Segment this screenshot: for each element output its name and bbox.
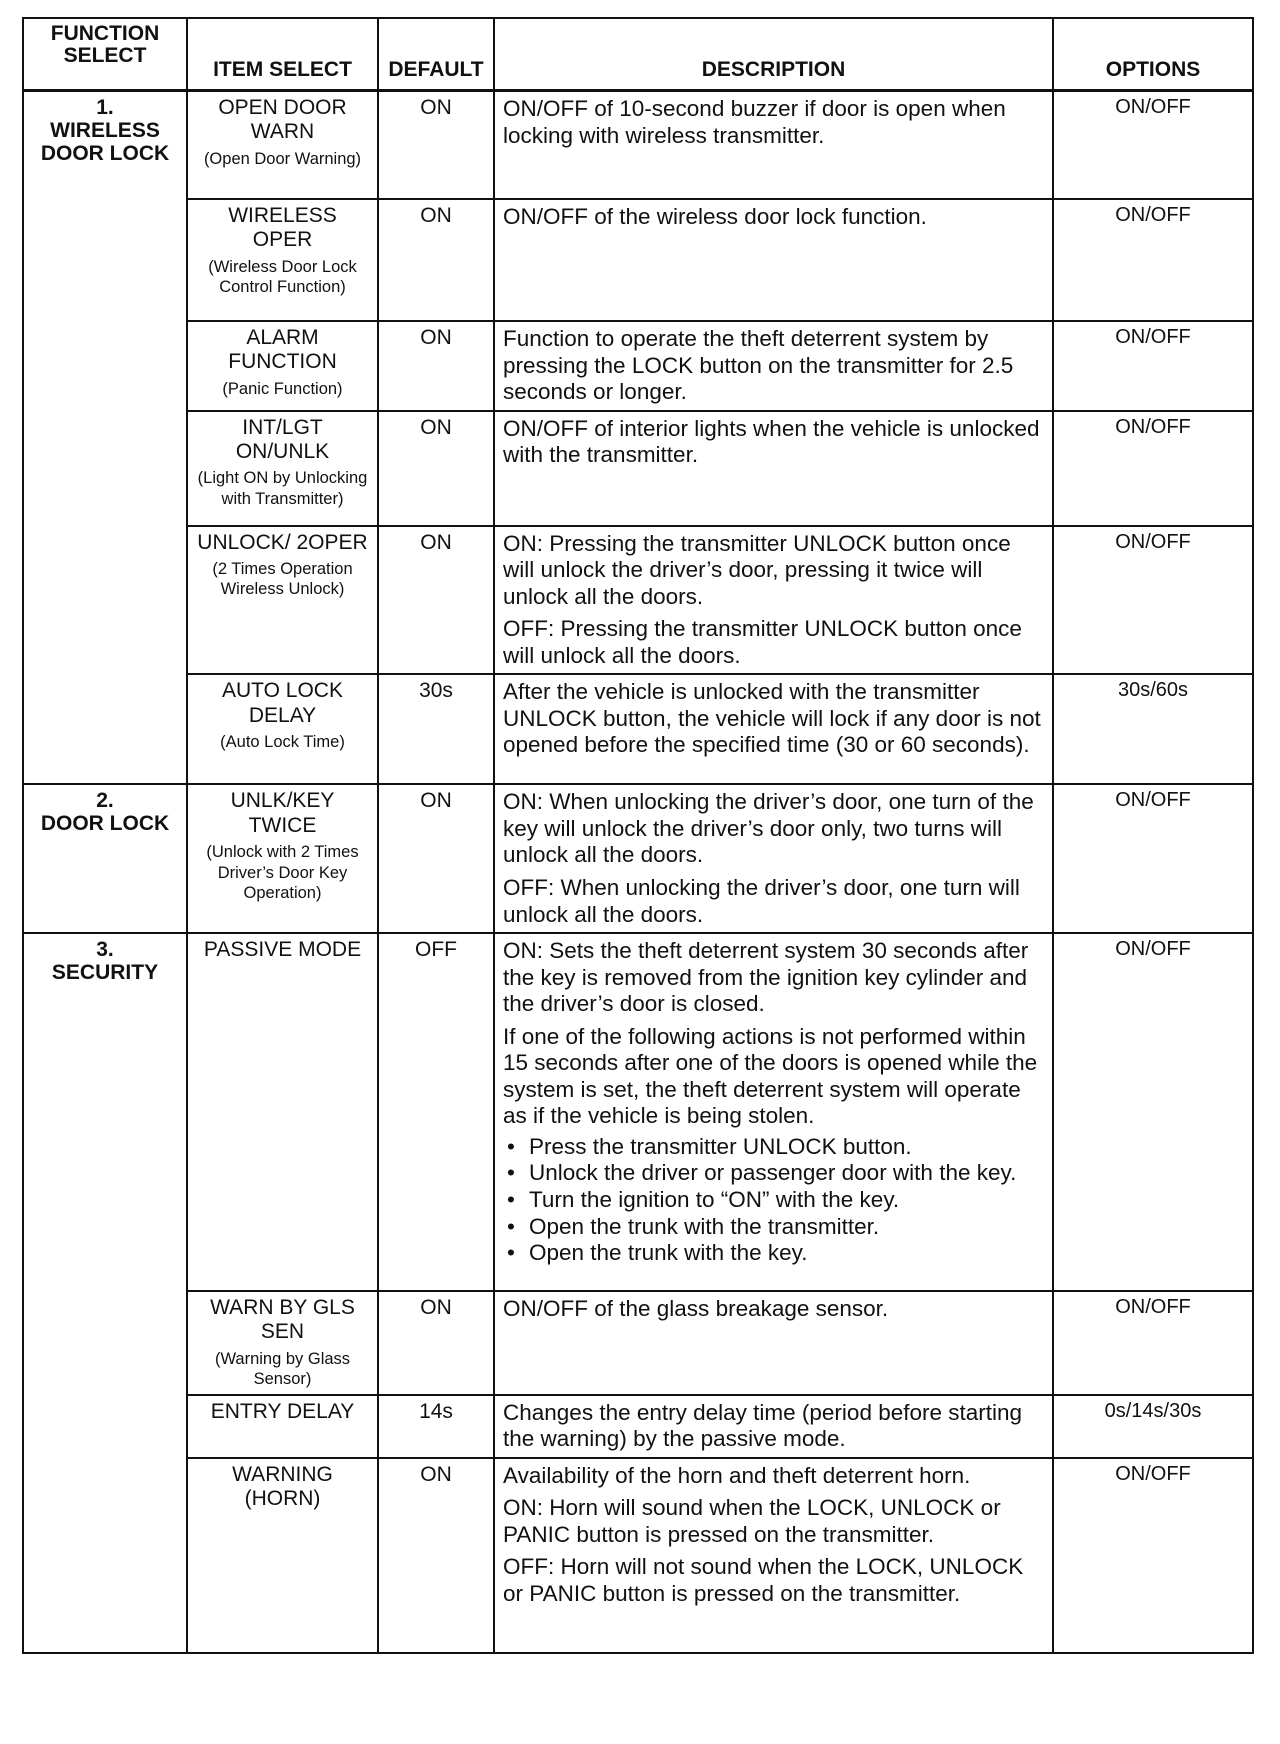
item-select-cell xyxy=(187,1395,378,1458)
description-cell xyxy=(494,411,1053,526)
header-item-select: ITEM SELECT xyxy=(187,18,378,91)
table-row xyxy=(23,1291,1253,1395)
options-value: 30s/60s xyxy=(1053,674,1253,784)
description-paragraph: Function to operate the theft deterrent system by pressing the LOCK button on the transmitter for 2.5 seconds or longer. xyxy=(503,326,1014,405)
options-value: ON/OFF xyxy=(1053,1291,1253,1395)
item-name: PASSIVE MODE xyxy=(203,938,362,962)
function-number: 2. xyxy=(96,789,114,813)
table-row xyxy=(23,784,1253,933)
description-cell xyxy=(494,321,1053,411)
item-select-cell xyxy=(187,91,378,200)
description-cell xyxy=(494,784,1053,933)
options-value: ON/OFF xyxy=(1053,411,1253,526)
item-name: ALARM FUNCTION xyxy=(228,326,337,374)
description-cell xyxy=(494,1291,1053,1395)
description-paragraph: ON: When unlocking the driver’s door, one turn of the key will unlock the driver’s door only, two turns will unlock all the doors. xyxy=(503,789,1034,868)
item-subtitle: (Panic Function) xyxy=(222,379,343,398)
list-item: • Turn the ignition to “ON” with the key. xyxy=(529,1187,1044,1214)
table-row xyxy=(23,933,1253,1291)
description-paragraph: If one of the following actions is not performed within 15 seconds after one of the doors is opened while the system is set, the theft deterrent system will operate as if the vehicle is being stolen. xyxy=(503,1023,1038,1129)
function-name: WIRELESS DOOR LOCK xyxy=(40,119,170,166)
options-value: ON/OFF xyxy=(1053,1458,1253,1653)
options-value: ON/OFF xyxy=(1053,526,1253,675)
item-subtitle: (Light ON by Unlocking with Transmitter) xyxy=(197,469,368,508)
default-value: ON xyxy=(378,784,494,933)
description-paragraph: ON/OFF of the glass breakage sensor. xyxy=(503,1296,889,1322)
header-default: DEFAULT xyxy=(378,18,494,91)
item-subtitle: (Warning by Glass Sensor) xyxy=(214,1349,351,1389)
options-value: ON/OFF xyxy=(1053,933,1253,1291)
description-paragraph: ON: Sets the theft deterrent system 30 seconds after the key is removed from the ignition key cylinder and the driver’s door is closed. xyxy=(503,938,1029,1017)
header-description: DESCRIPTION xyxy=(494,18,1053,91)
list-item: • Press the transmitter UNLOCK button. xyxy=(529,1134,1044,1161)
description-cell xyxy=(494,674,1053,784)
description-paragraph: OFF: Pressing the transmitter UNLOCK button once will unlock all the doors. xyxy=(503,616,1022,668)
item-name: WIRELESS OPER xyxy=(228,204,337,252)
table-row xyxy=(23,91,1253,200)
function-select-cell xyxy=(23,784,187,933)
description-paragraph: ON/OFF of the wireless door lock function. xyxy=(503,204,927,229)
item-select-cell xyxy=(187,784,378,933)
item-name: ENTRY DELAY xyxy=(210,1399,355,1423)
header-function-select: FUNCTION SELECT xyxy=(23,18,187,91)
default-value: ON xyxy=(378,1291,494,1395)
table-header-row xyxy=(23,18,1253,91)
item-subtitle: (Wireless Door Lock Control Function) xyxy=(208,257,357,297)
options-value: ON/OFF xyxy=(1053,199,1253,321)
function-select-cell xyxy=(23,91,187,785)
function-number: 1. xyxy=(96,96,114,119)
table-row xyxy=(23,526,1253,675)
description-paragraph: ON: Horn will sound when the LOCK, UNLOCK or PANIC button is pressed on the transmitter. xyxy=(503,1495,1001,1547)
default-value: ON xyxy=(378,411,494,526)
description-cell xyxy=(494,199,1053,321)
action-bullet-list xyxy=(503,1134,1044,1267)
function-number: 3. xyxy=(96,938,114,962)
description-paragraph: Changes the entry delay time (period before starting the warning) by the passive mode. xyxy=(503,1399,1023,1452)
table-row xyxy=(23,1458,1253,1653)
item-name: UNLOCK/ 2OPER xyxy=(197,530,368,554)
item-name: AUTO LOCK DELAY xyxy=(222,679,343,727)
function-name: SECURITY xyxy=(51,961,159,985)
item-select-cell xyxy=(187,411,378,526)
item-subtitle: (Auto Lock Time) xyxy=(220,733,345,752)
options-value: ON/OFF xyxy=(1053,784,1253,933)
item-select-cell xyxy=(187,1458,378,1653)
description-paragraph: ON/OFF of 10-second buzzer if door is open when locking with wireless transmitter. xyxy=(503,96,1006,148)
description-cell xyxy=(494,933,1053,1291)
table-row xyxy=(23,199,1253,321)
function-name: DOOR LOCK xyxy=(40,812,170,836)
item-name: WARNING (HORN) xyxy=(232,1462,333,1511)
list-item: • Open the trunk with the key. xyxy=(529,1240,1044,1267)
item-subtitle: (Unlock with 2 Times Driver’s Door Key Operation) xyxy=(206,843,359,902)
item-name: WARN BY GLS SEN xyxy=(210,1296,355,1344)
default-value: ON xyxy=(378,91,494,200)
item-subtitle: (2 Times Operation Wireless Unlock) xyxy=(212,560,353,599)
description-cell xyxy=(494,1458,1053,1653)
item-subtitle: (Open Door Warning) xyxy=(203,149,362,168)
default-value: ON xyxy=(378,526,494,675)
item-select-cell xyxy=(187,199,378,321)
options-value: 0s/14s/30s xyxy=(1053,1395,1253,1458)
list-item: • Unlock the driver or passenger door with the key. xyxy=(529,1160,1044,1187)
item-name: UNLK/KEY TWICE xyxy=(230,789,335,837)
item-select-cell xyxy=(187,526,378,675)
description-paragraph: OFF: Horn will not sound when the LOCK, UNLOCK or PANIC button is pressed on the transmitter. xyxy=(503,1554,1024,1607)
description-cell xyxy=(494,1395,1053,1458)
default-value: 30s xyxy=(378,674,494,784)
description-paragraph: ON: Pressing the transmitter UNLOCK button once will unlock the driver’s door, pressing it twice will unlock all the doors. xyxy=(503,530,1011,609)
item-name: INT/LGT ON/UNLK xyxy=(235,415,330,463)
item-select-cell xyxy=(187,933,378,1291)
default-value: ON xyxy=(378,1458,494,1653)
options-value: ON/OFF xyxy=(1053,321,1253,411)
default-value: OFF xyxy=(378,933,494,1291)
table-row xyxy=(23,411,1253,526)
item-select-cell xyxy=(187,674,378,784)
description-paragraph: ON/OFF of interior lights when the vehicle is unlocked with the transmitter. xyxy=(503,415,1040,468)
table-body xyxy=(23,91,1253,1653)
table-row xyxy=(23,321,1253,411)
table-row xyxy=(23,1395,1253,1458)
list-item: • Open the trunk with the transmitter. xyxy=(529,1214,1044,1241)
description-paragraph: After the vehicle is unlocked with the transmitter UNLOCK button, the vehicle will lock if any door is not opened before the specified time (30 or 60 seconds). xyxy=(503,679,1041,758)
default-value: 14s xyxy=(378,1395,494,1458)
options-value: ON/OFF xyxy=(1053,91,1253,200)
item-select-cell xyxy=(187,1291,378,1395)
function-select-cell xyxy=(23,933,187,1653)
description-paragraph: OFF: When unlocking the driver’s door, one turn will unlock all the doors. xyxy=(503,875,1020,927)
default-value: ON xyxy=(378,199,494,321)
table-row xyxy=(23,674,1253,784)
function-settings-table xyxy=(22,17,1254,1654)
item-select-cell xyxy=(187,321,378,411)
description-cell xyxy=(494,91,1053,200)
header-options: OPTIONS xyxy=(1053,18,1253,91)
description-paragraph: Availability of the horn and theft deterrent horn. xyxy=(503,1462,971,1488)
default-value: ON xyxy=(378,321,494,411)
item-name: OPEN DOOR WARN xyxy=(218,96,347,144)
description-cell xyxy=(494,526,1053,675)
